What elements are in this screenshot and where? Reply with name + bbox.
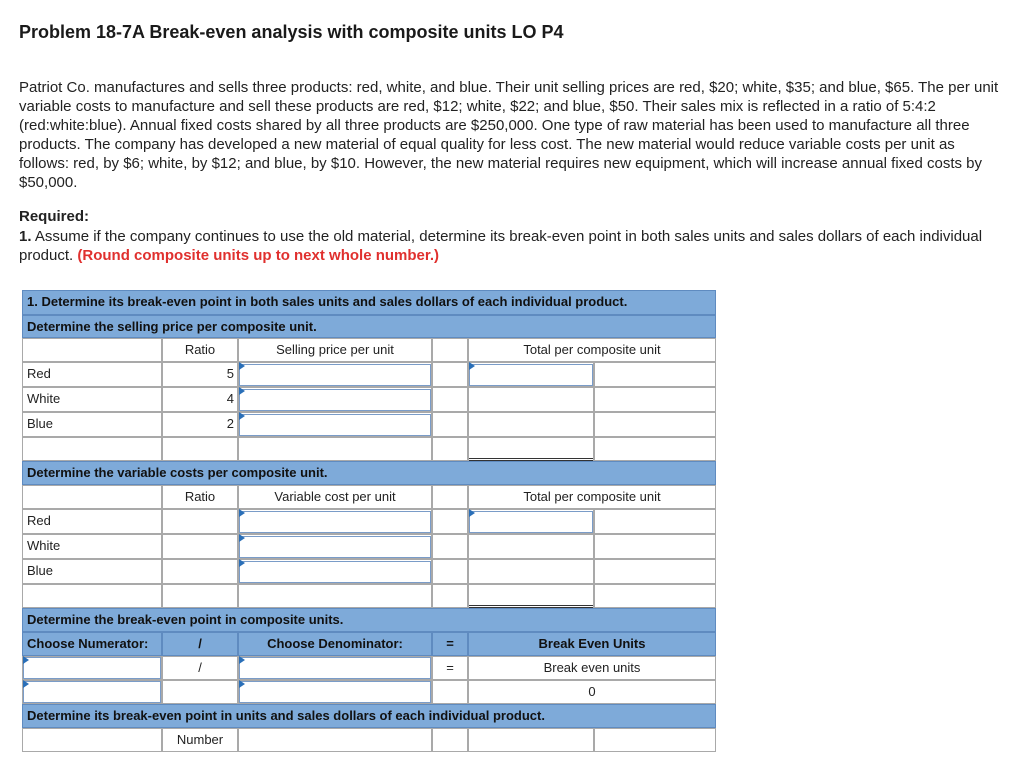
ratio-blue: 2	[162, 412, 238, 437]
worksheet-table	[22, 290, 716, 760]
blank-cell	[432, 362, 468, 387]
col-ratio-header: Ratio	[162, 338, 238, 362]
blank-cell	[162, 437, 238, 461]
blank-cell	[594, 728, 716, 752]
row-label-white: White	[22, 534, 162, 559]
blank-cell	[432, 485, 468, 509]
blank-cell	[594, 509, 716, 534]
input-marker-icon	[239, 387, 245, 395]
total-cell	[468, 534, 594, 559]
section-variable-cost-header: Determine the variable costs per composite unit.	[22, 461, 716, 485]
blank-cell	[594, 437, 716, 461]
selling-price-input-blue[interactable]	[239, 414, 431, 436]
divide-sign: /	[162, 632, 238, 656]
selling-price-input-white[interactable]	[239, 389, 431, 411]
row-label-white: White	[22, 387, 162, 412]
denominator-input[interactable]	[239, 681, 431, 703]
row-label-red: Red	[22, 362, 162, 387]
break-even-units-header: Break Even Units	[468, 632, 716, 656]
row-label-blue: Blue	[22, 559, 162, 584]
blank-cell	[162, 584, 238, 608]
ratio-cell	[162, 534, 238, 559]
selling-price-input-red[interactable]	[239, 364, 431, 386]
input-marker-icon	[469, 509, 475, 517]
total-cell	[468, 387, 594, 412]
ratio-white: 4	[162, 387, 238, 412]
section-selling-price-header: Determine the selling price per composite unit.	[22, 315, 716, 338]
section-composite-units-header: Determine the break-even point in composite units.	[22, 608, 716, 632]
blank-cell	[594, 559, 716, 584]
blank-cell	[238, 437, 432, 461]
denominator-dropdown[interactable]	[239, 657, 431, 679]
blank-cell	[162, 680, 238, 704]
break-even-units-label: Break even units	[468, 656, 716, 680]
blank-cell	[432, 680, 468, 704]
input-marker-icon	[239, 559, 245, 567]
blank-cell	[432, 728, 468, 752]
blank-cell	[432, 387, 468, 412]
problem-title: Problem 18-7A Break-even analysis with composite units LO P4	[19, 22, 564, 42]
input-marker-icon	[239, 412, 245, 420]
input-marker-icon	[239, 362, 245, 370]
input-marker-icon	[239, 509, 245, 517]
row-label-red: Red	[22, 509, 162, 534]
row-label-blue: Blue	[22, 412, 162, 437]
input-marker-icon	[23, 680, 29, 688]
input-marker-icon	[239, 656, 245, 664]
blank-cell	[22, 485, 162, 509]
blank-cell	[594, 387, 716, 412]
total-cell	[468, 412, 594, 437]
blank-cell	[22, 584, 162, 608]
blank-cell	[594, 362, 716, 387]
blank-cell	[432, 584, 468, 608]
equals-sign: =	[432, 632, 468, 656]
variable-cost-input-blue[interactable]	[239, 561, 431, 583]
rounding-note: (Round composite units up to next whole number.)	[77, 247, 440, 264]
col-total-header: Total per composite unit	[468, 338, 716, 362]
blank-cell	[432, 338, 468, 362]
ratio-cell	[162, 559, 238, 584]
blank-cell	[22, 728, 162, 752]
blank-cell	[432, 509, 468, 534]
requirement-text: Assume if the company continues to use the old material, determine its break-even point in both sales units and sales dollars of each individual product.	[19, 228, 983, 264]
blank-cell	[432, 534, 468, 559]
requirement-number: 1.	[19, 228, 32, 245]
input-marker-icon	[23, 656, 29, 664]
ratio-cell	[162, 509, 238, 534]
ratio-red: 5	[162, 362, 238, 387]
blank-cell	[238, 728, 432, 752]
blank-cell	[22, 437, 162, 461]
variable-total-input-red[interactable]	[469, 511, 593, 533]
col-total-header: Total per composite unit	[468, 485, 716, 509]
col-selling-price-header: Selling price per unit	[238, 338, 432, 362]
selling-total-input-red[interactable]	[469, 364, 593, 386]
blank-cell	[594, 412, 716, 437]
blank-cell	[468, 728, 594, 752]
requirement-1	[19, 227, 1004, 265]
blank-cell	[238, 584, 432, 608]
divide-sign: /	[162, 656, 238, 680]
numerator-dropdown[interactable]	[23, 657, 161, 679]
numerator-input[interactable]	[23, 681, 161, 703]
section-individual-products-header: Determine its break-even point in units and sales dollars of each individual product.	[22, 704, 716, 728]
col-variable-cost-header: Variable cost per unit	[238, 485, 432, 509]
problem-description: Patriot Co. manufactures and sells three products: red, white, and blue. Their unit selling prices are red, $20; white, $35; and blue, $65. The per unit variable costs to manufacture and sell these products are red, $12; white, $22; and blue, $50. Their sales mix is reflected in a ratio of 5:4:2 (red:white:blue). Annual fixed costs shared by all three products are $250,000. One type of raw material has been used to manufacture all three products. The company has developed a new material of equal quality for less cost. The new material would reduce variable costs per unit as follows: red, by $6; white, by $12; and blue, by $10. However, the new material requires new equipment, which will increase annual fixed costs by $50,000.	[19, 79, 999, 191]
col-ratio-header: Ratio	[162, 485, 238, 509]
col-number-header: Number	[162, 728, 238, 752]
variable-cost-input-red[interactable]	[239, 511, 431, 533]
numerator-label: Choose Numerator:	[22, 632, 162, 656]
input-marker-icon	[469, 362, 475, 370]
required-heading: Required:	[19, 208, 90, 225]
total-cell	[468, 559, 594, 584]
blank-cell	[22, 338, 162, 362]
table-main-header: 1. Determine its break-even point in both sales units and sales dollars of each individual product.	[22, 290, 716, 315]
denominator-label: Choose Denominator:	[238, 632, 432, 656]
break-even-units-value: 0	[468, 680, 716, 704]
blank-cell	[432, 437, 468, 461]
blank-cell	[432, 559, 468, 584]
blank-cell	[594, 534, 716, 559]
variable-cost-input-white[interactable]	[239, 536, 431, 558]
input-marker-icon	[239, 680, 245, 688]
input-marker-icon	[239, 534, 245, 542]
blank-cell	[432, 412, 468, 437]
equals-sign: =	[432, 656, 468, 680]
blank-cell	[594, 584, 716, 608]
